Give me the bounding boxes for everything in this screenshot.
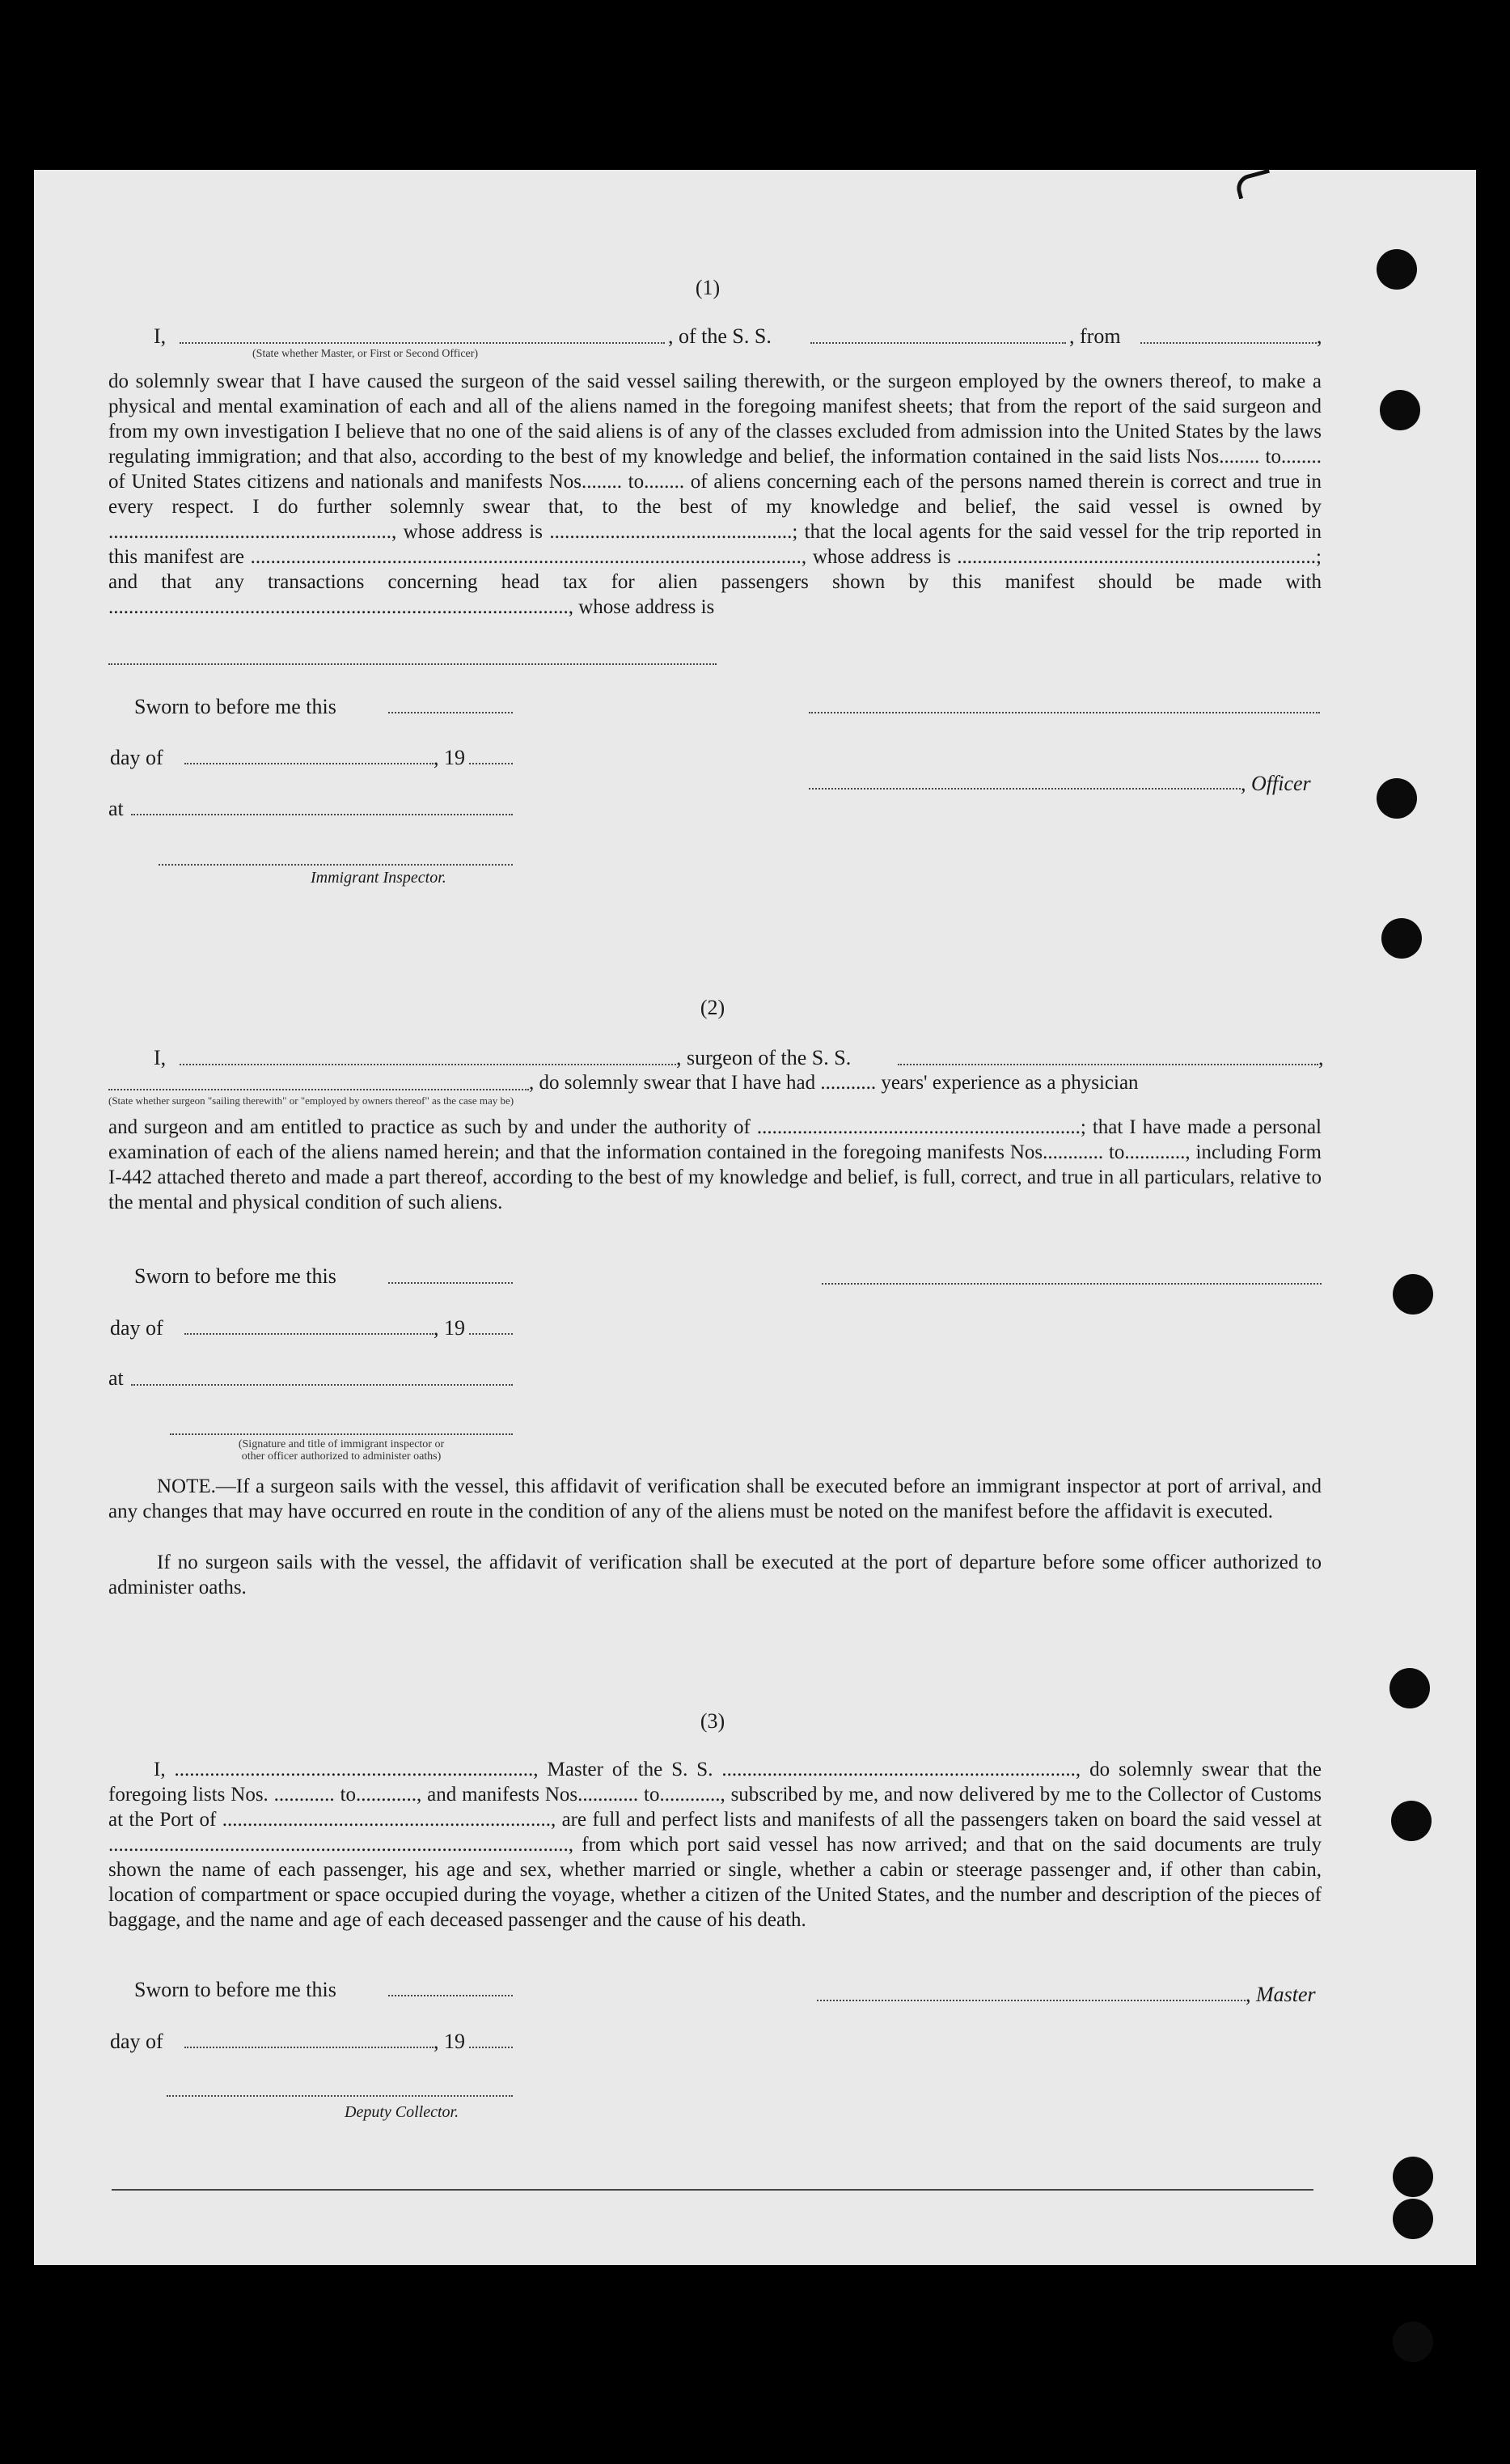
section2-signature-caption-2: other officer authorized to administer oaths) — [241, 1450, 442, 1463]
section1-from-label: , from — [1069, 324, 1121, 348]
punch-hole-4 — [1381, 918, 1422, 959]
section2-line2: , do solemnly swear that I have had ........... years' experience as a physician — [529, 1072, 1139, 1094]
section3-deputy-caption: Deputy Collector. — [345, 2103, 459, 2121]
section1-officer-name-field[interactable] — [180, 342, 665, 344]
section1-officer-title-field[interactable] — [809, 788, 1241, 790]
punch-hole-9 — [1393, 2199, 1433, 2239]
section1-at-place-field[interactable] — [131, 814, 513, 815]
section1-ofss-label: , of the S. S. — [668, 324, 772, 348]
section1-inspector-caption: Immigrant Inspector. — [311, 869, 446, 887]
section1-ship-name-field[interactable] — [810, 342, 1066, 344]
section2-note: NOTE.—If a surgeon sails with the vessel, this affidavit of verification shall be executed before an immigrant inspector at port of arrival, and any changes that may have occurred en route in the condition of any of the aliens must be noted on the manifest before the affidavit is executed. — [108, 1475, 1322, 1522]
section2-note-2: If no surgeon sails with the vessel, the affidavit of verification shall be executed at the port of departure before some officer authorized to administer oaths. — [108, 1552, 1322, 1598]
section1-officer-label: , Officer — [1241, 772, 1311, 795]
section1-from-port-field[interactable] — [1140, 342, 1317, 344]
section2-day-of-label: day of — [110, 1316, 163, 1340]
section1-officer-signature-field[interactable] — [809, 712, 1320, 713]
section1-at-label: at — [108, 797, 124, 820]
section1-number: (1) — [695, 276, 721, 299]
section2-year-label: , 19 — [434, 1316, 465, 1340]
section2-surgeon-label: , surgeon of the S. S. — [676, 1046, 852, 1069]
section3-year-field[interactable] — [469, 2047, 513, 2048]
section3-body: I, ......................................................................., Master of the S. S. ......................................................................, do solemnly swear that the foregoing lists Nos. ............ to............, and manifests Nos............ to............, subscribed by me, and now delivered by me to the Collector of Customs at the Port of ................................................................., are full and perfect lists and manifests of all the passengers taken on board the said vessel at ..........................................................................................., from which port said vessel has now arrived; and that on the said documents are truly shown the name of each passenger, his age and sex, whether married or single, whether a cabin or steerage passenger and, if other than cabin, location of compartment or space occupied during the voyage, whether a citizen of the United States, and the number and description of the pieces of baggage, and the name and age of each deceased passenger and the cause of his death. — [108, 1759, 1322, 1931]
punch-hole-6 — [1389, 1668, 1430, 1708]
section1-day-month-field[interactable] — [184, 763, 434, 764]
section2-ship-name-field[interactable] — [898, 1064, 1318, 1065]
section3-number: (3) — [700, 1709, 725, 1733]
section3-sworn-date-field[interactable] — [388, 1995, 513, 1996]
section2-surgeon-name-field[interactable] — [180, 1064, 676, 1065]
punch-hole-10 — [1393, 2322, 1433, 2362]
section3-master-signature-field[interactable] — [817, 2000, 1246, 2001]
bottom-divider — [112, 2189, 1313, 2191]
section1-body: do solemnly swear that I have caused the surgeon of the said vessel sailing therewith, or the surgeon employed by the owners thereof, to make a physical and mental examination of each and all of the aliens named in the foregoing manifest sheets; that from the report of the said surgeon and from my own investigation I believe that no one of the said aliens is of any of the classes excluded from admission into the United States by the laws regulating immigration; and that also, according to the best of my knowledge and belief, the information contained in the said lists Nos........ to........ of United States citizens and nationals and manifests Nos........ to........ of aliens concerning each of the persons named therein is correct and true in every respect. I do further solemnly swear that, to the best of my knowledge and belief, the said vessel is owned by ........................................................, whose address is ................................................; that the local agents for the said vessel for the trip reported in this manifest are ............................................................................................................., whose address is .......................................................................; and that any transactions concerning head tax for alien passengers shown by this manifest should be made with ..........................................................................................., whose address is — [108, 370, 1322, 618]
section1-address-continuation[interactable] — [108, 663, 717, 665]
section2-surgeon-signature-field[interactable] — [822, 1283, 1322, 1285]
section1-line1-end: , — [1317, 324, 1322, 348]
section2-at-label: at — [108, 1366, 124, 1390]
section3-sworn-label: Sworn to before me this — [134, 1978, 336, 2001]
section2-number: (2) — [700, 996, 725, 1019]
section1-day-of-label: day of — [110, 746, 163, 769]
section1-sworn-label: Sworn to before me this — [134, 695, 336, 718]
punch-hole-7 — [1391, 1801, 1432, 1841]
section3-master-label: , Master — [1246, 1983, 1316, 2006]
section2-sworn-date-field[interactable] — [388, 1282, 513, 1284]
section2-at-place-field[interactable] — [131, 1384, 513, 1386]
punch-hole-3 — [1377, 778, 1417, 819]
section2-year-field[interactable] — [469, 1333, 513, 1335]
section3-day-of-label: day of — [110, 2030, 163, 2053]
section3-year-label: , 19 — [434, 2030, 465, 2053]
punch-hole-8 — [1393, 2157, 1433, 2197]
punch-hole-2 — [1380, 390, 1420, 430]
section1-year-label: , 19 — [434, 746, 465, 769]
section1-officer-caption: (State whether Master, or First or Second Officer) — [252, 348, 479, 360]
section2-inspector-signature-field[interactable] — [170, 1433, 513, 1435]
ink-mark — [1233, 169, 1274, 200]
section2-i-label: I, — [154, 1046, 167, 1069]
punch-hole-1 — [1377, 249, 1417, 290]
section3-deputy-signature-field[interactable] — [167, 2095, 513, 2097]
section2-sworn-label: Sworn to before me this — [134, 1264, 336, 1288]
section2-body: and surgeon and am entitled to practice as such by and under the authority of ................................................................; that I have made a personal examination of each of the aliens named herein; and that the information contained in the foregoing manifests Nos............ to............, including Form I-442 attached thereto and made a part thereof, according to the best of my knowledge and belief, is full, correct, and true in all particulars, relative to the mental and physical condition of such aliens. — [108, 1116, 1322, 1213]
section2-surgeon-caption: (State whether surgeon "sailing therewith" or "employed by owners thereof" as the case may be) — [108, 1094, 514, 1107]
section1-i-label: I, — [154, 324, 167, 348]
section1-sworn-date-field[interactable] — [388, 712, 513, 713]
section2-day-month-field[interactable] — [184, 1333, 434, 1335]
section2-line1-end: , — [1318, 1046, 1324, 1069]
section2-sailing-status-field[interactable] — [108, 1089, 529, 1090]
punch-hole-5 — [1393, 1274, 1433, 1315]
section3-day-month-field[interactable] — [184, 2047, 434, 2048]
section2-signature-caption-1: (Signature and title of immigrant inspector or — [238, 1438, 445, 1450]
section1-year-field[interactable] — [469, 763, 513, 764]
